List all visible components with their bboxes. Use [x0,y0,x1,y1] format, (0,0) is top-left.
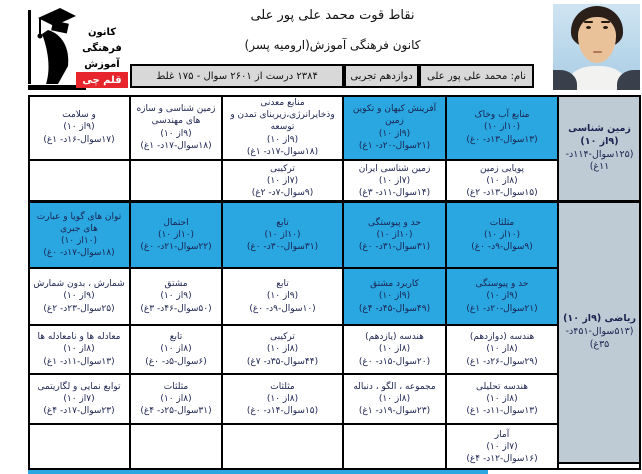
topic-stats: (۳۱سوال-۳۰د- ۰غ) [246,242,319,253]
topic-stats: (۱۰سوال-۹د- ۰غ) [249,303,316,314]
topic-cell [222,268,343,325]
topic-title: تابع [276,217,289,228]
topic-score: (۹از ۱۰) [378,291,411,302]
topic-title: کاربرد مشتق [370,279,419,290]
topic-title: توابع نمایی و لگاریتمی [37,381,121,392]
empty-cell [130,424,222,470]
topic-title: ترکیبی [270,163,295,174]
topic-stats: (۱۳سوال-۱۱د- ۱غ) [43,356,115,367]
topic-score: (۱۰از ۱۰) [60,236,98,246]
topic-score: (۱۰از ۱۰) [483,229,521,240]
topic-title: پویایی زمین [480,163,525,174]
logo-bar [28,10,31,84]
topic-score: (۸از ۱۰) [486,393,518,404]
photo-eye-left [586,26,591,29]
kanoon-logo [28,4,128,90]
photo-brow-right [601,21,610,23]
topic-cell [222,160,343,202]
topic-score: (۸از ۱۰) [160,393,192,404]
topic-title: مثلثات [489,217,515,228]
topic-title: حد و پیوستگی [475,279,529,290]
topic-stats: (۱۵سوال-۱۴د- ۰غ) [246,406,319,417]
topic-title: احتمال [163,217,189,228]
topic-cell [222,202,343,268]
institute-subtitle: کانون فرهنگی آموزش(ارومیه پسر) [244,38,421,52]
section-title: ریاضی (۹از ۱۰) [563,313,636,325]
topic-title: زمین شناسی و سازه های مهندسی [136,104,216,127]
topic-stats: (۳۱سوال-۲۵د- ۴غ) [140,406,212,417]
topic-score: (۸از ۱۰) [378,344,411,355]
topic-score: (۹از ۱۰) [378,128,411,139]
topic-score: (۸از ۱۰) [378,393,411,404]
topic-stats: (۶سوال-۵د- ۰غ) [145,356,207,367]
column-separator [445,95,447,470]
topic-stats: (۹سوال-۹د- ۰غ) [471,242,533,253]
topic-title: تابع [276,279,289,290]
topic-score: (۹از ۱۰) [160,291,192,302]
overall-stats: ۲۳۸۴ درست از ۲۶۰۱ سوال - ۱۷۵ غلط [156,70,318,82]
student-name-cell [419,64,534,88]
topic-stats: (۵۰سوال-۴۶د- ۳غ) [140,303,212,314]
section-header-math [558,202,641,463]
empty-cell [222,424,343,470]
topic-cell [446,95,558,160]
student-photo [553,4,640,90]
logo-word-2: فرهنگی [76,40,128,56]
topic-stats: (۲۰سوال-۱۵د- ۰غ) [358,356,431,367]
topic-cell [343,202,446,268]
topic-score: (۸از ۱۰) [63,344,95,355]
topic-stats: (۱۸سوال-۱۷د- ۱غ) [246,146,319,157]
topic-score: (۷از ۱۰) [378,175,411,186]
topic-cell [446,160,558,202]
topic-cell [130,202,222,268]
topic-title: آمار [494,429,510,440]
grade-label: دوازدهم تجربی [350,70,413,82]
topic-title: معادله ها و نامعادله ها [37,332,121,343]
topic-stats: (۲۳سوال-۱۹د- ۱غ) [358,406,431,417]
topic-cell [446,325,558,374]
topic-cell [28,202,130,268]
topic-cell [446,424,558,470]
topic-cell [28,95,130,160]
topic-score: (۸از ۱۰) [486,344,518,355]
topic-title: شمارش ، بدون شمارش [33,279,125,290]
topic-cell [130,268,222,325]
topic-score: (۱۰از ۱۰) [483,122,521,133]
topic-stats: (۱۴سوال-۱۱د- ۳غ) [358,188,431,199]
overall-stats-cell [130,64,344,88]
topic-cell [28,374,130,424]
topic-stats: (۱۷سوال-۱۶د- ۱غ) [43,134,115,145]
photo-face [578,17,616,63]
topic-score: (۹از ۱۰) [266,134,299,145]
topic-score: (۱۰از ۱۰) [157,229,195,240]
topic-score: (۹از ۱۰) [63,122,95,133]
logo-word-1: کانون [76,24,128,40]
topic-cell [343,374,446,424]
topic-score: (۹از ۱۰) [63,291,95,302]
topic-title: هندسه تحلیلی [476,381,528,392]
topic-score: (۷از ۱۰) [63,393,95,404]
section-separator [28,200,641,203]
topic-cell [446,374,558,424]
empty-cell [28,160,130,202]
topic-cell [343,95,446,160]
column-separator [342,95,344,470]
photo-eye-right [603,26,608,29]
topic-stats: (۱۸سوال-۱۷د- ۱غ) [140,140,212,151]
topic-score: (۸از ۱۰) [486,175,518,186]
topic-score: (۸از ۱۰) [160,344,192,355]
topic-score: (۱۰از ۱۰) [376,229,413,240]
topic-title: منابع آب وخاک [474,110,530,121]
cutoff-row-strip [28,470,488,474]
topic-title: مشتق [164,279,188,290]
empty-cell [343,424,446,470]
topic-score: (۹از ۱۰) [160,128,192,139]
topic-stats: (۱۳سوال-۱۳د- ۰غ) [466,134,538,145]
topic-cell [222,374,343,424]
section-header-geology [558,95,641,202]
topic-cell [446,268,558,325]
topic-cell [222,95,343,160]
topic-title: مثلثات [270,381,295,392]
topic-title: منابع معدنی وذخایرانرژی،زیربنای تمدن و توسعه [230,98,335,133]
topic-title: تابع [169,332,183,343]
section-stats: (۱۲۵سوال-۱۱۴د- ۱۱غ) [565,148,634,173]
topic-title: مجموعه ، الگو ، دنباله [353,381,436,392]
topic-cell [130,374,222,424]
topic-cell [343,160,446,202]
topic-stats: (۲۲سوال-۲۱د- ۰غ) [140,242,212,253]
topic-title: هندسه (دوازدهم) [469,332,535,343]
empty-cell [130,160,222,202]
topic-score: (۹از ۱۰) [266,291,299,302]
topic-score: (۷از ۱۰) [266,175,299,186]
photo-mouth [593,51,602,53]
topic-title: توان های گویا و عبارت های جبری [36,211,122,234]
topic-score: (۱۰از ۱۰) [264,229,301,240]
topic-stats: (۲۱سوال-۲۰د- ۱غ) [358,140,431,151]
topic-score: (۸از ۱۰) [266,344,299,355]
topic-title: و سلامت [62,110,96,121]
topic-stats: (۹سوال-۷د- ۲غ) [251,188,314,199]
topic-stats: (۴۴سوال-۳۵د- ۷غ) [246,356,319,367]
section-title: زمین شناسی (۹از ۱۰) [568,122,631,147]
grade-cell [344,64,419,88]
topic-title: آفرینش کیهان و تکوین زمین [352,104,437,127]
logo-word-3: آموزش [76,56,128,72]
topic-title: هندسه (یازدهم) [365,332,424,343]
topic-stats: (۱۳سوال-۱۱د- ۱غ) [466,406,538,417]
topic-score: (۹از ۱۰) [486,291,518,302]
topic-score: (۸از ۱۰) [266,393,299,404]
topic-stats: (۱۵سوال-۱۳د- ۲غ) [466,188,538,199]
empty-cell [28,424,130,470]
topic-cell [343,325,446,374]
topic-stats: (۲۳سوال-۱۷د- ۴غ) [43,406,115,417]
topic-stats: (۳۱سوال-۳۱د- ۰غ) [358,242,431,253]
topic-title: زمین شناسی ایران [358,163,431,174]
topic-title: حد و پیوستگی [368,217,421,228]
topic-cell [222,325,343,374]
topic-stats: (۲۵سوال-۲۳د- ۲غ) [43,303,115,314]
student-name: نام: محمد علی پور علی [427,70,526,82]
topic-cell [343,268,446,325]
topic-cell [28,325,130,374]
photo-brow-left [584,21,593,23]
topic-score: (۷از ۱۰) [486,441,518,452]
topic-cell [446,202,558,268]
topic-stats: (۲۱سوال-۲۰د- ۱غ) [466,303,538,314]
topic-stats: (۲۹سوال-۲۶د- ۱غ) [466,356,538,367]
section-stats: (۵۱۳سوال-۴۵۱د- ۳۵غ) [565,326,634,350]
topic-cell [28,268,130,325]
page-title: نقاط قوت محمد علی پور علی [250,8,415,23]
topic-stats: (۱۸سوال-۱۷د- ۰غ) [43,248,115,259]
topic-cell [130,95,222,160]
column-separator [557,95,559,470]
topic-stats: (۱۶سوال-۱۲د- ۴غ) [466,454,538,465]
topic-title: مثلثات [163,381,189,392]
empty-cell [558,463,641,470]
topic-stats: (۴۹سوال-۴۵د- ۴غ) [358,303,431,314]
topic-title: ترکیبی [270,332,295,343]
topic-cell [130,325,222,374]
logo-word-4: قلم چی [76,72,128,88]
